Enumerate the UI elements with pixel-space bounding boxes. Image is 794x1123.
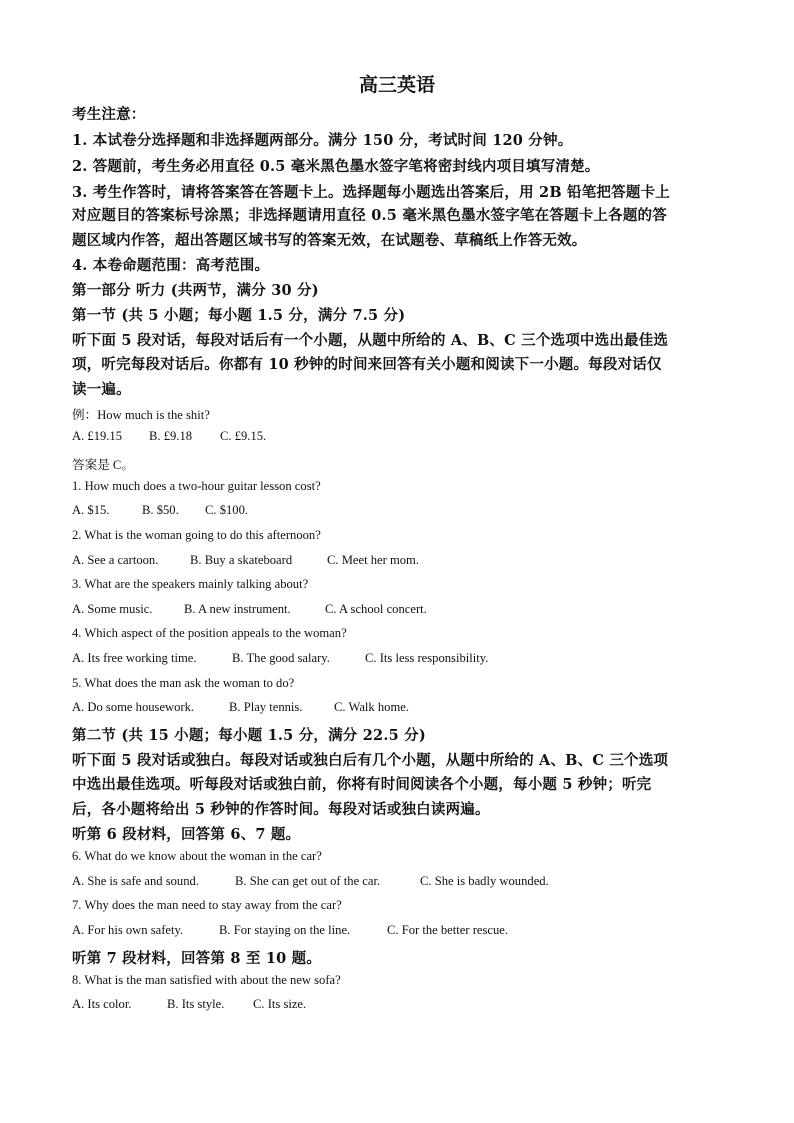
question-5: 5. What does the man ask the woman to do? — [72, 676, 295, 690]
q5-option-a: A. Do some housework. — [72, 700, 195, 714]
example-options — [72, 429, 266, 444]
example-option-a: A. £19.15 — [72, 429, 123, 443]
question-8: 8. What is the man satisfied with about the new sofa? — [72, 973, 341, 987]
section1-instructions-2: 项，听完每段对话后。你都有 10 秒钟的时间来回答有关小题和阅读下一小题。每段对话仅 — [72, 356, 662, 373]
question-2: 2. What is the woman going to do this afternoon? — [72, 528, 321, 542]
q4-option-a: A. Its free working time. — [72, 651, 197, 665]
section1-heading: 第一节 (共 5 小题；每小题 1.5 分，满分 7.5 分) — [72, 307, 406, 324]
q4-option-c: C. Its less responsibility. — [365, 651, 489, 665]
section2-instructions-2: 中选出最佳选项。听每段对话或独白前，你将有时间阅读各个小题，每小题 5 秒钟；听完 — [72, 776, 652, 793]
notice-heading: 考生注意： — [72, 106, 146, 123]
q6-option-b: B. She can get out of the car. — [235, 874, 381, 888]
example-question: 例：How much is the shit? — [72, 408, 210, 422]
q2-option-b: B. Buy a skateboard — [190, 553, 293, 567]
question-1: 1. How much does a two-hour guitar lesson cost? — [72, 479, 321, 493]
question-4: 4. Which aspect of the position appeals to the woman? — [72, 626, 347, 640]
question-5-options — [72, 700, 409, 715]
q8-option-a: A. Its color. — [72, 997, 132, 1011]
q6-option-a: A. She is safe and sound. — [72, 874, 199, 888]
section1-instructions-3: 读一遍。 — [72, 381, 131, 398]
part1-heading: 第一部分 听力 (共两节，满分 30 分) — [72, 282, 319, 299]
question-7-options — [72, 923, 508, 938]
q8-option-c: C. Its size. — [253, 997, 307, 1011]
notice-item-4: 4. 本卷命题范围：高考范围。 — [72, 257, 270, 274]
q1-option-b: B. $50. — [142, 503, 179, 517]
section2-heading: 第二节 (共 15 小题；每小题 1.5 分，满分 22.5 分) — [72, 727, 426, 744]
notice-item-2: 2. 答题前，考生务必用直径 0.5 毫米黑色墨水签字笔将密封线内项目填写清楚。 — [72, 158, 600, 175]
question-2-options — [72, 553, 419, 568]
section1-instructions-1: 听下面 5 段对话，每段对话后有一个小题，从题中所给的 A、B、C 三个选项中选出最佳选 — [72, 332, 669, 349]
q2-option-a: A. See a cartoon. — [72, 553, 159, 567]
notice-item-3-cont-2: 题区域内作答，超出答题区域书写的答案无效，在试题卷、草稿纸上作答无效。 — [72, 232, 587, 249]
q3-option-c: C. A school concert. — [325, 602, 427, 616]
q4-option-b: B. The good salary. — [232, 651, 330, 665]
q7-option-c: C. For the better rescue. — [387, 923, 508, 937]
question-1-options — [72, 503, 248, 518]
question-6: 6. What do we know about the woman in the car? — [72, 849, 322, 863]
q8-option-b: B. Its style. — [167, 997, 225, 1011]
question-3-options — [72, 602, 427, 617]
example-option-b: B. £9.18 — [149, 429, 193, 443]
question-3: 3. What are the speakers mainly talking about? — [72, 577, 309, 591]
q7-option-b: B. For staying on the line. — [219, 923, 351, 937]
q5-option-b: B. Play tennis. — [229, 700, 303, 714]
notice-item-3-cont-1: 对应题目的答案标号涂黑；非选择题请用直径 0.5 毫米黑色墨水签字笔在答题卡上各题的答 — [72, 207, 667, 224]
q1-option-c: C. $100. — [205, 503, 249, 517]
example-option-c: C. £9.15. — [220, 429, 267, 443]
question-8-options — [72, 997, 306, 1012]
section2-instructions-3: 后，各小题将给出 5 秒钟的作答时间。每段对话或独白读两遍。 — [72, 801, 490, 818]
q6-option-c: C. She is badly wounded. — [420, 874, 549, 888]
question-4-options — [72, 651, 488, 666]
q5-option-c: C. Walk home. — [334, 700, 410, 714]
q3-option-b: B. A new instrument. — [184, 602, 291, 616]
q2-option-c: C. Meet her mom. — [327, 553, 419, 567]
q1-option-a: A. $15. — [72, 503, 110, 517]
notice-item-1: 1. 本试卷分选择题和非选择题两部分。满分 150 分，考试时间 120 分钟。 — [72, 132, 573, 149]
page-title: 高三英语 — [358, 74, 435, 96]
notice-item-3: 3. 考生作答时，请将答案答在答题卡上。选择题每小题选出答案后，用 2B 铅笔把答题卡上 — [72, 184, 670, 201]
q3-option-a: A. Some music. — [72, 602, 153, 616]
material-6-heading: 听第 6 段材料，回答第 6、7 题。 — [72, 826, 301, 843]
q7-option-a: A. For his own safety. — [72, 923, 184, 937]
material-7-heading: 听第 7 段材料，回答第 8 至 10 题。 — [72, 950, 322, 967]
section2-instructions-1: 听下面 5 段对话或独白。每段对话或独白后有几个小题，从题中所给的 A、B、C 三个选项 — [72, 752, 669, 769]
question-7: 7. Why does the man need to stay away from the car? — [72, 898, 342, 912]
example-answer: 答案是 C。 — [72, 458, 134, 472]
question-6-options — [72, 874, 549, 889]
